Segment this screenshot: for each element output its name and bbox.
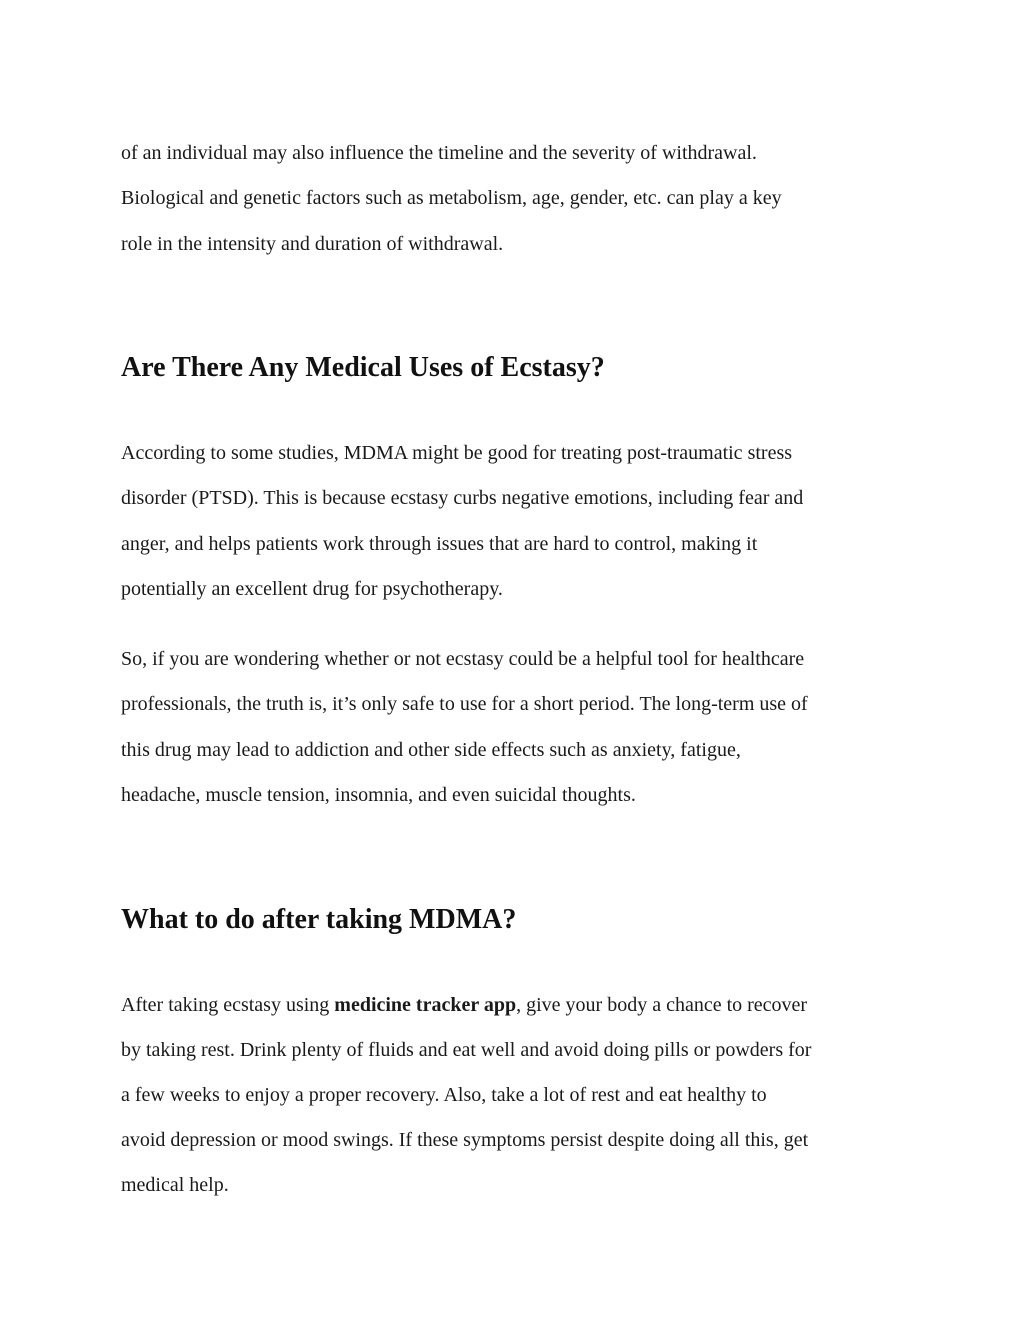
- section1-p1-line-4: potentially an excellent drug for psychotherapy.: [121, 578, 503, 600]
- section1-p1-line-1: According to some studies, MDMA might be good for treating post-traumatic stress: [121, 442, 793, 464]
- section2-p1-line-5: medical help.: [121, 1174, 229, 1196]
- intro-line-3: role in the intensity and duration of withdrawal.: [121, 233, 504, 255]
- intro-line-2: Biological and genetic factors such as metabolism, age, gender, etc. can play a key: [121, 187, 782, 209]
- section1-p2-line-2: professionals, the truth is, it’s only safe to use for a short period. The long-term use of: [121, 693, 808, 715]
- section2-p1-line-1-before: After taking ecstasy using: [121, 994, 335, 1016]
- intro-line-1: of an individual may also influence the timeline and the severity of withdrawal.: [121, 142, 757, 164]
- section2-p1-line-1-after: , give your body a chance to recover: [516, 994, 808, 1016]
- medicine-tracker-app-text: medicine tracker app: [334, 994, 517, 1016]
- section-heading-medical-uses: Are There Any Medical Uses of Ecstasy?: [121, 352, 605, 383]
- section2-p1-line-3: a few weeks to enjoy a proper recovery. Also, take a lot of rest and eat healthy to: [121, 1084, 767, 1106]
- section-heading-after-mdma: What to do after taking MDMA?: [121, 904, 517, 935]
- section2-p1-line-2: by taking rest. Drink plenty of fluids and eat well and avoid doing pills or powders for: [121, 1039, 812, 1061]
- section2-p1-line-1: [121, 993, 807, 1017]
- section1-p2-line-3: this drug may lead to addiction and other side effects such as anxiety, fatigue,: [121, 739, 741, 761]
- section2-p1-line-4: avoid depression or mood swings. If these symptoms persist despite doing all this, get: [121, 1129, 809, 1151]
- section1-p1-line-2: disorder (PTSD). This is because ecstasy curbs negative emotions, including fear and: [121, 487, 804, 509]
- section1-p1-line-3: anger, and helps patients work through issues that are hard to control, making it: [121, 533, 758, 555]
- section1-p2-line-1: So, if you are wondering whether or not ecstasy could be a helpful tool for healthcare: [121, 648, 805, 670]
- section1-p2-line-4: headache, muscle tension, insomnia, and even suicidal thoughts.: [121, 784, 636, 806]
